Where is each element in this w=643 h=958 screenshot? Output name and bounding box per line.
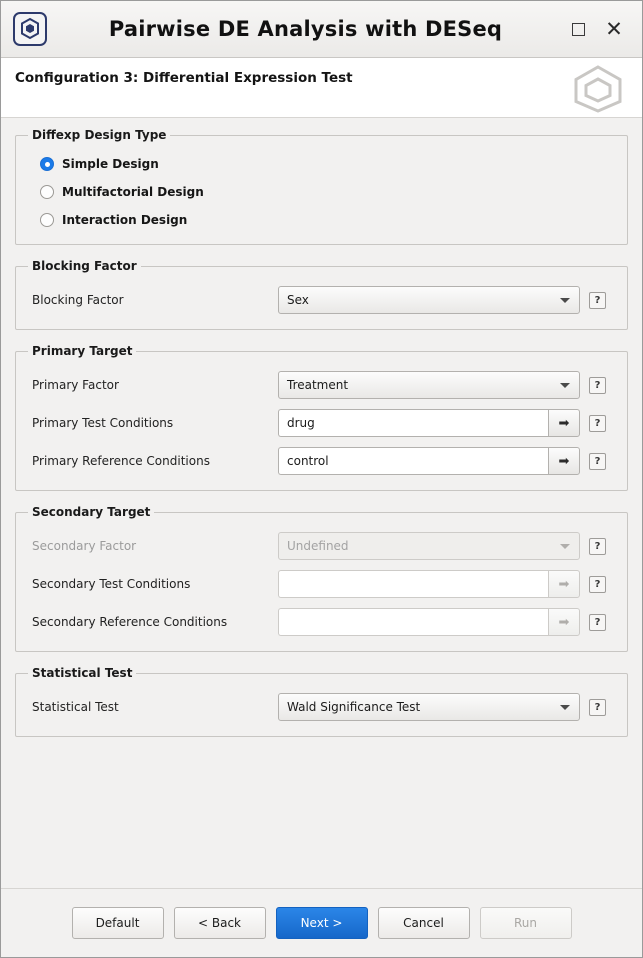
- radio-option-multifactorial-design[interactable]: [26, 178, 617, 206]
- next-button[interactable]: Next >: [276, 907, 368, 939]
- input-secondary-reference-conditions[interactable]: [278, 608, 548, 636]
- window-title: Pairwise DE Analysis with DESeq: [108, 17, 503, 41]
- cancel-button[interactable]: Cancel: [378, 907, 470, 939]
- group-blocking-factor: [15, 259, 628, 330]
- input-value-primary-test-conditions: drug: [287, 416, 315, 430]
- group-legend-primary: Primary Target: [32, 344, 133, 358]
- field-row-blocking-factor: [26, 281, 617, 319]
- dialog-footer: [1, 888, 642, 957]
- combo-blocking-factor[interactable]: [278, 286, 580, 314]
- field-row-primary-factor: [26, 366, 617, 404]
- label-secondary-factor: Secondary Factor: [32, 539, 137, 553]
- label-primary-reference-conditions: Primary Reference Conditions: [32, 454, 210, 468]
- chevron-down-icon: [560, 383, 570, 388]
- page-title: Configuration 3: Differential Expression Test: [15, 70, 353, 86]
- default-button[interactable]: Default: [72, 907, 164, 939]
- radio-icon-multifactorial-design[interactable]: [40, 185, 54, 199]
- group-statistical-test: [15, 666, 628, 737]
- help-icon-blocking-factor[interactable]: ?: [589, 292, 606, 309]
- help-icon-secondary-reference-conditions[interactable]: ?: [589, 614, 606, 631]
- radio-icon-interaction-design[interactable]: [40, 213, 54, 227]
- input-primary-test-conditions[interactable]: [278, 409, 548, 437]
- label-secondary-test-conditions: Secondary Test Conditions: [32, 577, 191, 591]
- arrow-right-icon-primary-reference[interactable]: ➡: [548, 447, 580, 475]
- radio-option-simple-design[interactable]: [26, 150, 617, 178]
- back-button[interactable]: < Back: [174, 907, 266, 939]
- group-primary-target: [15, 344, 628, 491]
- radio-label-interaction-design: Interaction Design: [62, 213, 188, 227]
- field-row-secondary-test-conditions: [26, 565, 617, 603]
- arrow-right-icon-secondary-test[interactable]: ➡: [548, 570, 580, 598]
- label-statistical-test: Statistical Test: [32, 700, 119, 714]
- chevron-down-icon: [560, 705, 570, 710]
- label-secondary-reference-conditions: Secondary Reference Conditions: [32, 615, 228, 629]
- field-row-primary-test-conditions: [26, 404, 617, 442]
- input-value-primary-reference-conditions: control: [287, 454, 329, 468]
- group-legend-statistical: Statistical Test: [32, 666, 133, 680]
- group-secondary-target: [15, 505, 628, 652]
- group-diffexp-design-type: [15, 128, 628, 245]
- field-row-secondary-reference-conditions: [26, 603, 617, 641]
- radio-option-interaction-design[interactable]: [26, 206, 617, 234]
- field-row-secondary-factor: [26, 527, 617, 565]
- help-icon-statistical-test[interactable]: ?: [589, 699, 606, 716]
- label-primary-factor: Primary Factor: [32, 378, 119, 392]
- run-button[interactable]: Run: [480, 907, 572, 939]
- help-icon-primary-reference-conditions[interactable]: ?: [589, 453, 606, 470]
- combo-value-blocking-factor: Sex: [287, 293, 309, 307]
- radio-label-multifactorial-design: Multifactorial Design: [62, 185, 204, 199]
- group-legend-secondary: Secondary Target: [32, 505, 151, 519]
- arrow-right-icon-primary-test[interactable]: ➡: [548, 409, 580, 437]
- combo-primary-factor[interactable]: [278, 371, 580, 399]
- close-icon[interactable]: ✕: [605, 16, 623, 41]
- hexagon-outline-icon: [570, 64, 626, 114]
- chevron-down-icon: [560, 544, 570, 549]
- radio-icon-simple-design[interactable]: [40, 157, 54, 171]
- chevron-down-icon: [560, 298, 570, 303]
- combo-secondary-factor[interactable]: [278, 532, 580, 560]
- help-icon-secondary-factor[interactable]: ?: [589, 538, 606, 555]
- configuration-form: [1, 118, 642, 888]
- input-primary-reference-conditions[interactable]: [278, 447, 548, 475]
- label-primary-test-conditions: Primary Test Conditions: [32, 416, 174, 430]
- title-bar: [1, 1, 642, 58]
- help-icon-secondary-test-conditions[interactable]: ?: [589, 576, 606, 593]
- combo-value-primary-factor: Treatment: [287, 378, 349, 392]
- arrow-right-icon-secondary-reference[interactable]: ➡: [548, 608, 580, 636]
- page-header: [1, 58, 642, 118]
- maximize-icon[interactable]: [568, 19, 588, 39]
- combo-statistical-test[interactable]: [278, 693, 580, 721]
- group-legend-design: Diffexp Design Type: [32, 128, 167, 142]
- hexagon-logo-icon: [13, 12, 47, 46]
- field-row-statistical-test: [26, 688, 617, 726]
- combo-value-secondary-factor: Undefined: [287, 539, 349, 553]
- radio-label-simple-design: Simple Design: [62, 157, 159, 171]
- combo-value-statistical-test: Wald Significance Test: [287, 700, 421, 714]
- input-secondary-test-conditions[interactable]: [278, 570, 548, 598]
- label-blocking-factor: Blocking Factor: [32, 293, 124, 307]
- window-controls: [568, 16, 624, 41]
- group-legend-blocking: Blocking Factor: [32, 259, 137, 273]
- help-icon-primary-factor[interactable]: ?: [589, 377, 606, 394]
- field-row-primary-reference-conditions: [26, 442, 617, 480]
- help-icon-primary-test-conditions[interactable]: ?: [589, 415, 606, 432]
